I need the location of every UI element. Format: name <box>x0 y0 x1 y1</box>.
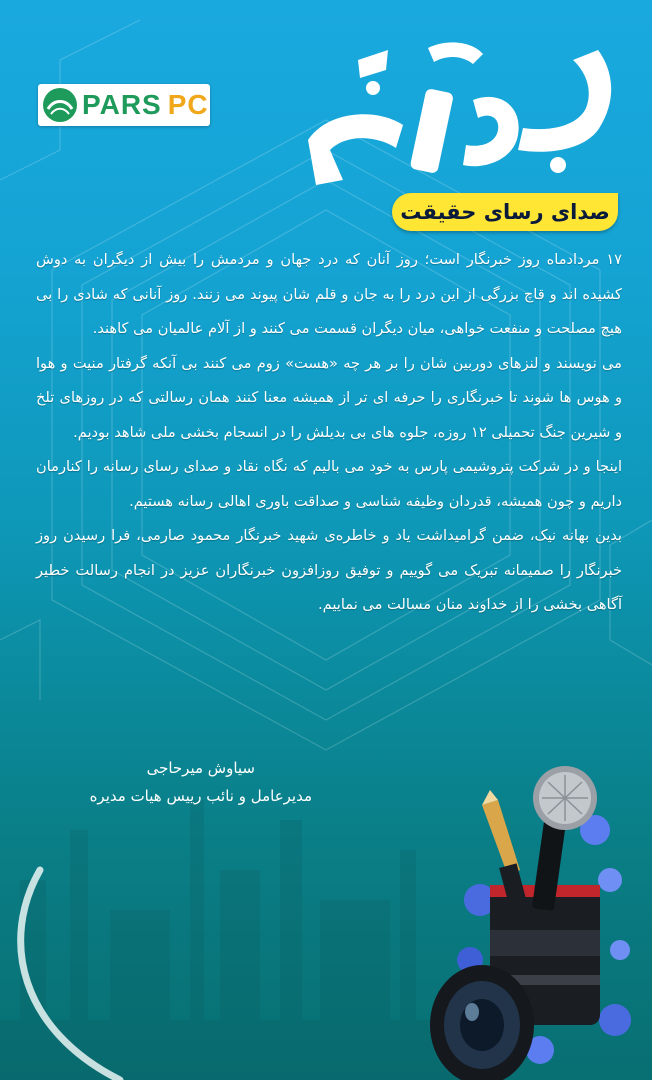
headline-calligraphy <box>268 30 628 190</box>
logo-brand-pc: PC <box>167 89 209 120</box>
journalism-artwork <box>410 760 652 1080</box>
pars-petrochemical-emblem-icon <box>40 85 80 125</box>
paragraph-4: بدین بهانه نیک، ضمن گرامیداشت یاد و خاطره‌ی شهید خبرنگار محمود صارمی، فرا رسیدن روز خبرنگار را صمیمانه تبریک می گوییم و توفیق روزافزون خبرنگاران عزیز در انجام رسالت خطیر آگاهی بخشی را از خداوند منان مسالت می نماییم. <box>36 527 622 613</box>
signature-name: سیاوش میرحاجی <box>146 759 256 777</box>
logo-wordmark <box>82 89 209 121</box>
logo-brand-pars: PARS <box>82 89 162 120</box>
paragraph-1: ۱۷ مردادماه روز خبرنگار است؛ روز آنان که درد جهان و مردمش را بیش از دیگران به دوش کشیده اند و قاچ بزرگی از این درد را به جان و قلم شان پیوند می زنند. روز آنانی که شادی را بی هیچ مصلحت و منفعت خواهی، میان دیگران قسمت می کنند و از آلام عالمیان می کاهند. <box>36 251 622 337</box>
camera-lens-icon <box>430 885 600 1080</box>
tagline-text: صدای رسای حقیقت <box>400 200 610 224</box>
company-logo <box>38 84 210 126</box>
paragraph-3: اینجا و در شرکت پتروشیمی پارس به خود می بالیم که نگاه نقاد و صدای رسای رسانه را کنارمان داریم و چون همیشه، قدردان وظیفه شناسی و صداقت باوری اهالی رسانه هستیم. <box>36 458 622 510</box>
signature-title: مدیرعامل و نائب رییس هیات مدیره <box>89 787 312 805</box>
tagline-badge <box>392 193 618 231</box>
signature-block <box>90 754 312 810</box>
decorative-arc <box>0 850 220 1080</box>
paragraph-2: می نویسند و لنزهای دوربین شان را بر هر چه «هست» زوم می کنند بی آنکه گرفتار منیت و هوا و هوس ها شوند تا خبرنگاری را حرفه ای تر از همیشه معنا کنند همان رسالتی که در روزهای تلخ و شیرین جنگ تحمیلی ۱۲ روزه، جلوه های بی بدیلش را در انسجام بخشی ملی شاهد بودیم. <box>36 354 622 441</box>
message-body <box>36 243 622 623</box>
